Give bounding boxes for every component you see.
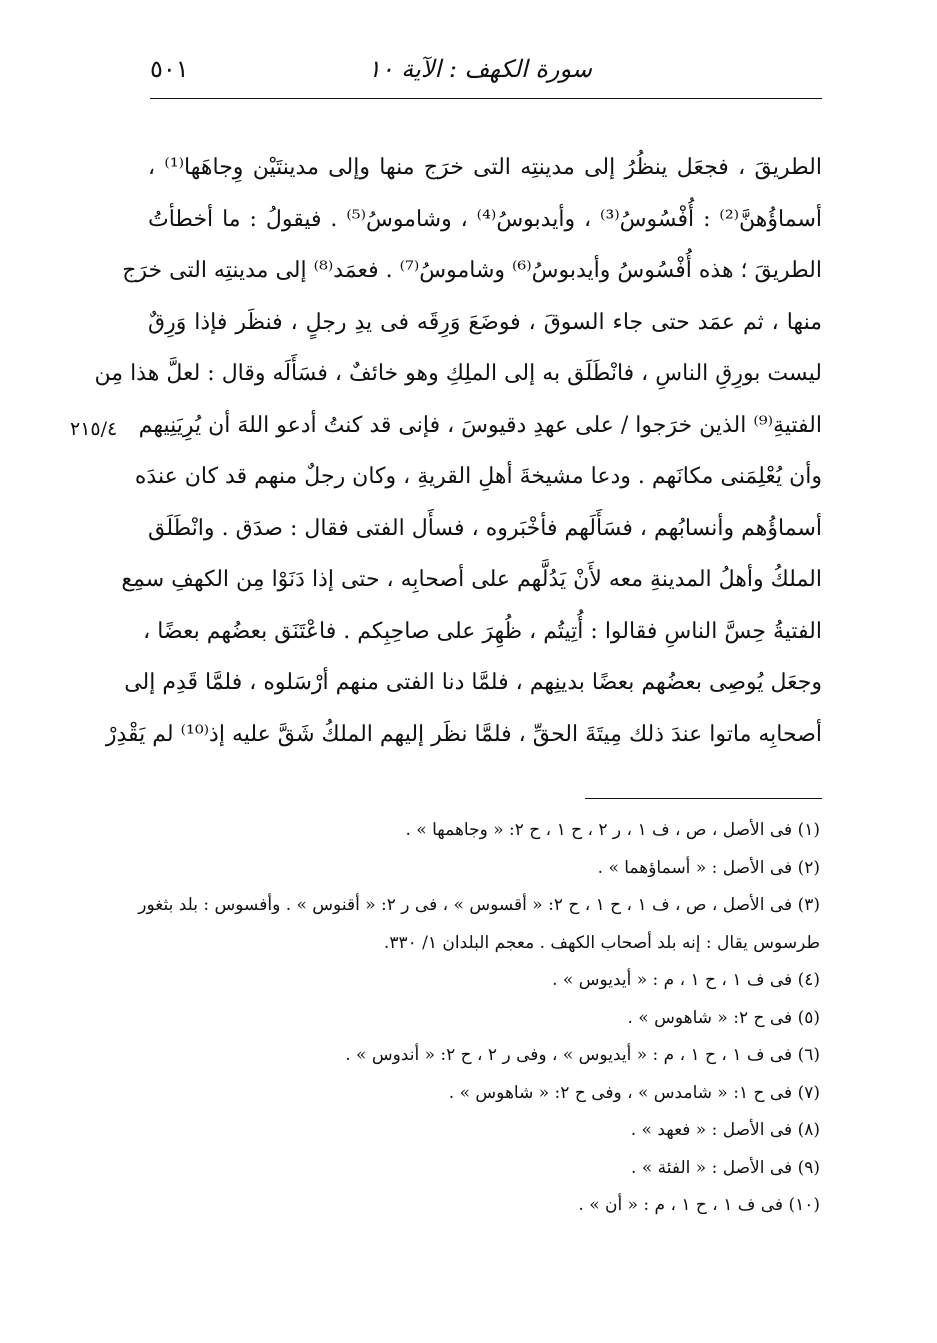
text-line: أسماؤُهم وأنسابُهم ، فسَأَلَهم فأخْبَروه ، فسأَل الفتى فقال : صدَق . وانْطَلَق (148, 515, 822, 541)
footnote: (٧) فى ح ١: « شامدس » ، وفى ح ٢: « شاهوس » . (448, 1082, 820, 1103)
footnote: (٩) فى الأصل : « الفئة » . (631, 1157, 820, 1178)
header-title: سورة الكهف : الآية ١٠ (367, 55, 592, 83)
footnote: (٢) فى الأصل : « أسماؤهما » . (597, 857, 820, 878)
running-header (150, 55, 822, 95)
footnote: (٥) فى ح ٢: « شاهوس » . (627, 1007, 820, 1028)
text-line: ليست بورِقِ الناسِ ، فانْطَلَق به إلى الملِكِ وهو خائفٌ ، فسَأَلَه وقال : لعلَّ هذا مِن (94, 361, 822, 386)
footnote: (٤) فى ف ١ ، ح ١ ، م : « أيديوس » . (552, 970, 820, 990)
footnote: (٣) فى الأصل ، ص ، ف ١ ، ح ١ ، ح ٢: « أقسوس » ، فى ر ٢: « أقنوس » . وأفسوس : بلد بثغور (138, 895, 820, 915)
text-line: الطريقَ ، فجعَل ينظُرُ إلى مدينتِه التى خرَج منها وإلى مدينتَيْن وِجاهَها⁽¹⁾ ، (148, 155, 822, 180)
header-rule (150, 98, 822, 99)
text-line: الطريقَ ؛ هذه أُفْسُوسُ وأيدبوسُ⁽⁶⁾ وشاموسُ⁽⁷⁾ . فعمَد⁽⁸⁾ إلى مدينتِه التى خرَج (122, 258, 822, 283)
text-line: أسماؤُهنَّ⁽²⁾ : أُفْسُوسُ⁽³⁾ ، وأيدبوسُ⁽⁴⁾ ، وشاموسُ⁽⁵⁾ . فيقولُ : ما أخطأتُ (148, 206, 822, 232)
footnotes (130, 812, 820, 1225)
footnote: (٨) فى الأصل : « فعهد » . (630, 1120, 820, 1140)
text-line: الفتيةُ حِسَّ الناسِ فقالوا : أُتِيتُم ، ظُهِرَ على صاحِبِكم . فاعْتَنَق بعضُهم بعضًا ، (143, 618, 822, 644)
footnote: (٦) فى ف ١ ، ح ١ ، م : « أيديوس » ، وفى ر ٢ ، ح ٢: « أندوس » . (345, 1045, 820, 1065)
text-line: أصحابِه ماتوا عندَ ذلك مِيتَةَ الحقِّ ، فلمَّا نظَر إليهم الملكُ شَقَّ عليه إذ⁽¹⁰⁾ لم يَقْدِرْ (105, 721, 822, 747)
text-line: الفتيةِ⁽⁹⁾ الذين خرَجوا / على عهدِ دقيوسَ ، فإنى قد كنتُ أدعو اللهَ أن يُرِيَنِيهم (138, 412, 822, 438)
footnote: (١٠) فى ف ١ ، ح ١ ، م : « أن » . (578, 1195, 820, 1215)
text-line: منها ، ثم عمَد حتى جاء السوقَ ، فوضَعَ وَرِقَه فى يدِ رجلٍ ، فنظَر فإذا وَرِقٌ (148, 309, 822, 335)
text-line: وأن يُعْلِمَنى مكانَهم . ودعا مشيخةَ أهلِ القريةِ ، وكان رجلٌ منهم قد كان عندَه (134, 464, 822, 489)
footnote-separator (585, 798, 822, 799)
footnote-continuation: طرسوس يقال : إنه بلد أصحاب الكهف . معجم البلدان ١/ ٣٣٠. (383, 932, 820, 953)
page-number: ٥٠١ (150, 55, 189, 83)
text-line: الملكُ وأهلُ المدينةِ معه لأَنْ يَدُلَّهم على أصحابِه ، حتى إذا دَنَوْا مِن الكهفِ سمِع (121, 567, 822, 592)
margin-reference: ٢١٥/٤ (70, 418, 118, 440)
footnote: (١) فى الأصل ، ص ، ف ١ ، ر ٢ ، ح ١ ، ح ٢: « وجاهمها » . (405, 820, 820, 840)
text-line: وجعَل يُوصِى بعضُهم بعضًا بدينِهم ، فلمَّا دنا الفتى منهم أرْسَلوه ، فلمَّا قَدِم إلى (124, 670, 822, 695)
